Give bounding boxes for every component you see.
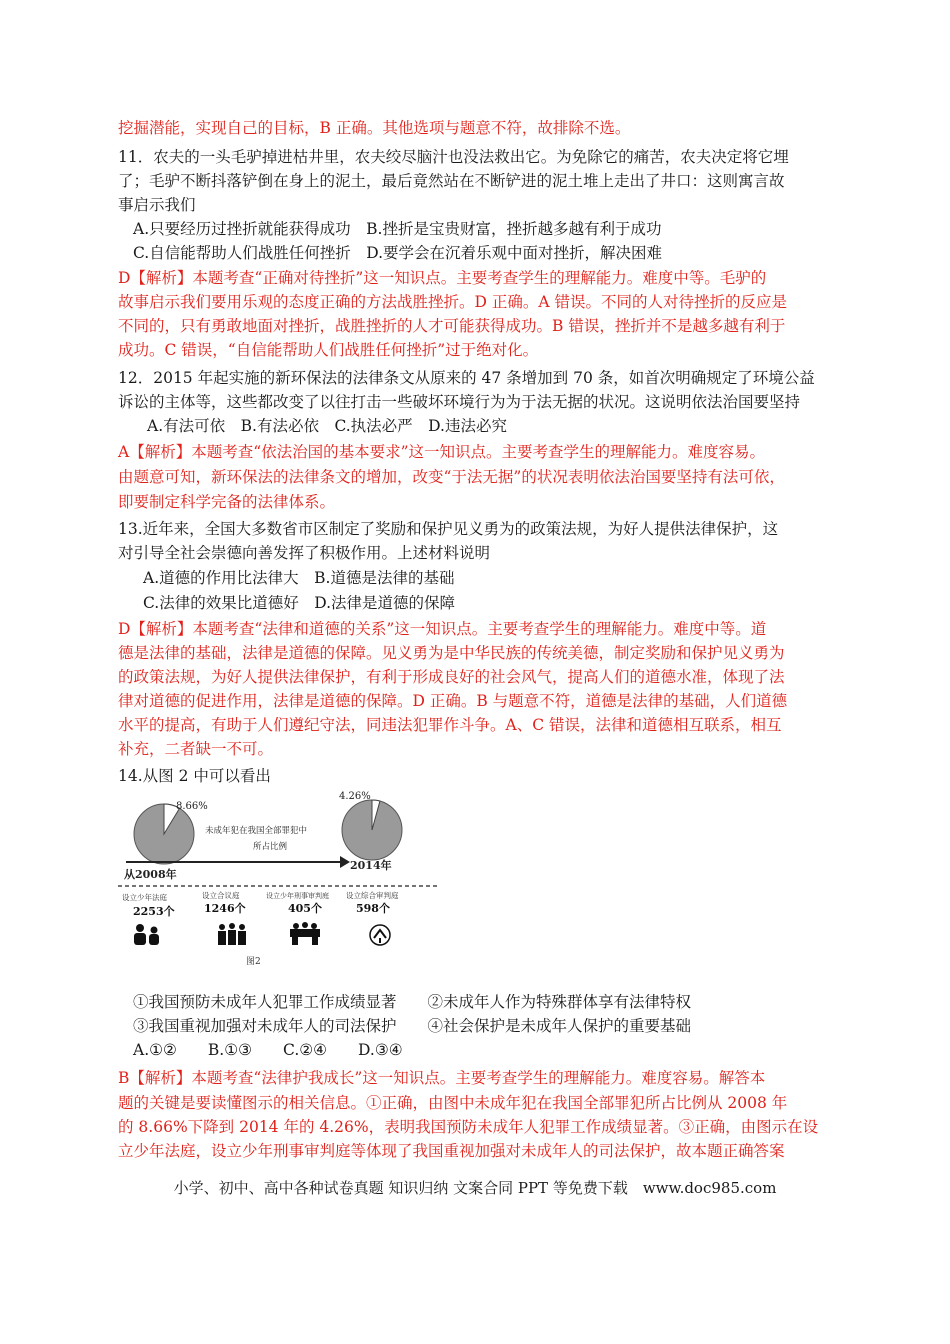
- pie-2008: [134, 804, 194, 864]
- answer-14: 立少年法庭，设立少年刑事审判庭等体现了我国重视加强对未成年人的司法保护，故本题正确答案: [118, 1142, 785, 1160]
- question-13: 13.近年来，全国大多数省市区制定了奖励和保护见义勇为的政策法规，为好人提供法律保护，这: [118, 520, 779, 538]
- answer-14: 的 8.66%下降到 2014 年的 4.26%，表明我国预防未成年人犯罪工作成绩显著。③正确，由图示在设: [118, 1118, 819, 1136]
- stat-count-3: 405个: [288, 902, 322, 915]
- pie-2014: [342, 800, 402, 860]
- question-14: 14.从图 2 中可以看出: [118, 767, 271, 785]
- question-12-options: A.有法可依 B.有法必依 C.执法必严 D.违法必究: [147, 417, 507, 435]
- figure-center-label-2: 所占比例: [253, 842, 288, 852]
- courtroom-icon: [290, 922, 320, 945]
- question-11-cont: 了；毛驴不断抖落铲倒在身上的泥土，最后竟然站在不断铲进的泥土堆上走出了井口：这则寓言故: [118, 172, 785, 190]
- question-12: 12．2015 年起实施的新环保法的法律条文从原来的 47 条增加到 70 条，如首次明确规定了环境公益: [118, 369, 815, 387]
- answer-13: 补充，二者缺一不可。: [118, 740, 274, 758]
- figure-center-label: 未成年犯在我国全部罪犯中: [205, 826, 308, 836]
- question-11-cont: 事启示我们: [118, 196, 196, 214]
- family-icon: [134, 924, 159, 945]
- question-14-options: A.①② B.①③ C.②④ D.③④: [133, 1041, 403, 1059]
- statement-line-1: ①我国预防未成年人犯罪工作成绩显著 ②未成年人作为特殊群体享有法律特权: [133, 993, 692, 1011]
- answer-12: 即要制定科学完备的法律体系。: [118, 493, 336, 511]
- answer-13: D【解析】本题考查“法律和道德的关系”这一知识点。主要考查学生的理解能力。难度中等。道: [118, 620, 767, 638]
- question-13-cont: 对引导全社会崇德向善发挥了积极作用。上述材料说明: [118, 544, 491, 562]
- stat-count-2: 1246个: [204, 902, 246, 915]
- question-11-options: C.自信能帮助人们战胜任何挫折 D.要学会在沉着乐观中面对挫折，解决困难: [133, 244, 663, 262]
- answer-11: 成功。C 错误，“自信能帮助人们战胜任何挫折”过于绝对化。: [118, 341, 539, 359]
- stat-count-4: 598个: [356, 902, 390, 915]
- stat-label-3: 设立少年刑事审判庭: [266, 892, 329, 900]
- answer-14: 题的关键是要读懂图示的相关信息。①正确，由图中未成年犯在我国全部罪犯所占比例从 2008 年: [118, 1094, 788, 1112]
- figure-2: [118, 788, 448, 968]
- pct-2008: 8.66%: [176, 801, 208, 812]
- answer-14: B【解析】本题考查“法律护我成长”这一知识点。主要考查学生的理解能力。难度容易。解答本: [118, 1069, 766, 1087]
- stat-label-2: 设立合议庭: [202, 891, 240, 900]
- stat-label-1: 设立少年法庭: [122, 893, 167, 902]
- court-panel-icon: [218, 923, 246, 945]
- page-footer: 小学、初中、高中各种试卷真题 知识归纳 文案合同 PPT 等免费下载 www.doc985.com: [173, 1179, 777, 1197]
- stat-count-1: 2253个: [133, 905, 175, 918]
- answer-text: 挖掘潜能，实现自己的目标，B 正确。其他选项与题意不符，故排除不选。: [118, 119, 631, 137]
- judge-icon: [370, 925, 390, 945]
- figure-caption: 图2: [246, 957, 261, 967]
- question-11-options: A.只要经历过挫折就能获得成功 B.挫折是宝贵财富，挫折越多越有利于成功: [133, 220, 662, 238]
- question-11: 11．农夫的一头毛驴掉进枯井里，农夫绞尽脑汁也没法救出它。为免除它的痛苦，农夫决定将它埋: [118, 148, 789, 166]
- answer-11: 故事启示我们要用乐观的态度正确的方法战胜挫折。D 正确。A 错误。不同的人对待挫折的反应是: [118, 293, 787, 311]
- answer-11: 不同的，只有勇敢地面对挫折，战胜挫折的人才可能获得成功。B 错误，挫折并不是越多越有利于: [118, 317, 786, 335]
- question-13-options: C.法律的效果比道德好 D.法律是道德的保障: [143, 594, 456, 612]
- answer-12: A【解析】本题考查“依法治国的基本要求”这一知识点。主要考查学生的理解能力。难度容易。: [118, 443, 766, 461]
- answer-13: 的政策法规，为好人提供法律保护，有利于形成良好的社会风气，提高人们的道德水准，体现了法: [118, 668, 785, 686]
- statement-line-2: ③我国重视加强对未成年人的司法保护 ④社会保护是未成年人保护的重要基础: [133, 1017, 692, 1035]
- to-year-label: 2014年: [350, 859, 392, 872]
- answer-11: D【解析】本题考查“正确对待挫折”这一知识点。主要考查学生的理解能力。难度中等。毛驴的: [118, 269, 767, 287]
- from-year-label: 从2008年: [124, 868, 177, 881]
- question-13-options: A.道德的作用比法律大 B.道德是法律的基础: [143, 569, 455, 587]
- stat-label-4: 设立综合审判庭: [346, 891, 399, 900]
- arrowhead-icon: [340, 856, 350, 868]
- question-12-cont: 诉讼的主体等，这些都改变了以往打击一些破坏环境行为为于法无据的状况。这说明依法治国要坚持: [118, 393, 801, 411]
- answer-13: 律对道德的促进作用，法律是道德的保障。D 正确。B 与题意不符，道德是法律的基础，人们道德: [118, 692, 788, 710]
- answer-12: 由题意可知，新环保法的法律条文的增加，改变“于法无据”的状况表明依法治国要坚持有法可依，: [118, 468, 785, 486]
- pct-2014: 4.26%: [339, 791, 371, 802]
- answer-13: 水平的提高，有助于人们遵纪守法，同违法犯罪作斗争。A、C 错误，法律和道德相互联系，相互: [118, 716, 782, 734]
- answer-13: 德是法律的基础，法律是道德的保障。见义勇为是中华民族的传统美德，制定奖励和保护见义勇为: [118, 644, 785, 662]
